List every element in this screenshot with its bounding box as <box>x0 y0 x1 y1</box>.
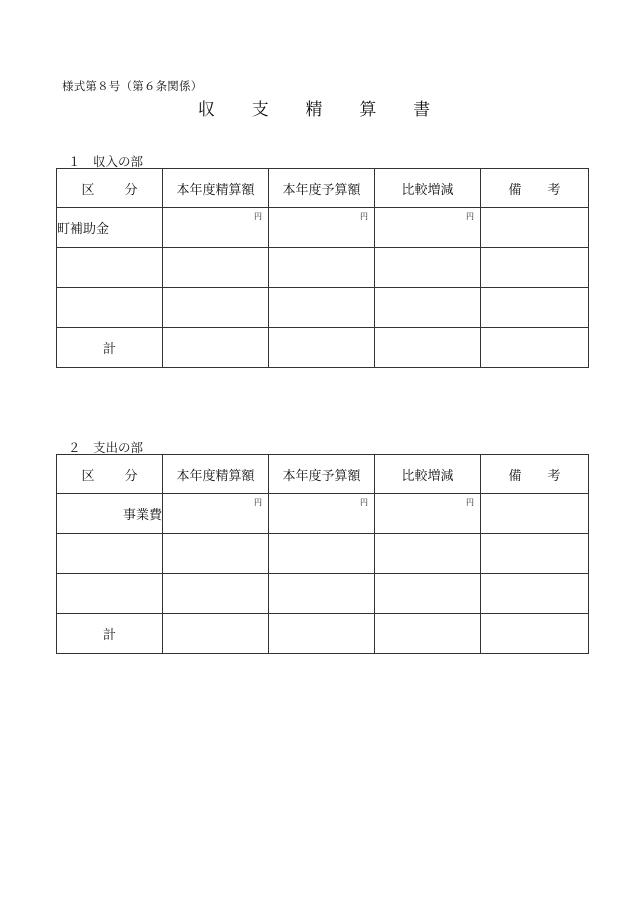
title-char: 支 <box>251 100 271 120</box>
cell-input[interactable] <box>57 248 163 288</box>
col-diff-header: 比較増減 <box>375 455 481 494</box>
col-category-header: 区 分 <box>57 455 163 494</box>
expense-item-label: 事業費 <box>57 494 163 534</box>
cell-input[interactable] <box>481 534 589 574</box>
yen-unit: 円 <box>254 498 262 507</box>
total-row <box>57 614 589 654</box>
col-settled-header: 本年度精算額 <box>163 169 269 208</box>
cell-input[interactable] <box>481 328 589 368</box>
expense-section-heading: ２ 支出の部 <box>68 440 144 455</box>
cell-input[interactable] <box>269 208 375 248</box>
cell-input[interactable] <box>375 614 481 654</box>
table-row <box>57 574 589 614</box>
col-budget-header: 本年度予算額 <box>269 169 375 208</box>
expense-table <box>56 454 589 654</box>
cell-input[interactable] <box>375 208 481 248</box>
cell-input[interactable] <box>375 494 481 534</box>
col-diff-header: 比較増減 <box>375 169 481 208</box>
form-number: 様式第８号（第６条関係） <box>62 79 203 93</box>
cell-input[interactable] <box>269 614 375 654</box>
yen-unit: 円 <box>360 212 368 221</box>
yen-unit: 円 <box>254 212 262 221</box>
col-notes-header: 備 考 <box>481 169 589 208</box>
cell-input[interactable] <box>57 574 163 614</box>
table-row <box>57 248 589 288</box>
income-total-label: 計 <box>57 328 163 368</box>
cell-input[interactable] <box>375 574 481 614</box>
col-notes-header: 備 考 <box>481 455 589 494</box>
cell-input[interactable] <box>163 248 269 288</box>
cell-input[interactable] <box>481 614 589 654</box>
cell-input[interactable] <box>163 534 269 574</box>
cell-input[interactable] <box>481 494 589 534</box>
cell-input[interactable] <box>481 248 589 288</box>
table-row <box>57 494 589 534</box>
cell-input[interactable] <box>269 248 375 288</box>
title-char: 収 <box>197 100 217 120</box>
title-char: 算 <box>359 100 379 120</box>
cell-input[interactable] <box>163 494 269 534</box>
page-title <box>0 95 630 120</box>
cell-input[interactable] <box>481 208 589 248</box>
title-char: 精 <box>305 100 325 120</box>
cell-input[interactable] <box>57 534 163 574</box>
income-item-label: 町補助金 <box>57 208 163 248</box>
cell-input[interactable] <box>163 574 269 614</box>
cell-input[interactable] <box>269 494 375 534</box>
cell-input[interactable] <box>57 288 163 328</box>
cell-input[interactable] <box>481 288 589 328</box>
income-table <box>56 168 589 368</box>
header-row <box>57 169 589 208</box>
cell-input[interactable] <box>163 208 269 248</box>
cell-input[interactable] <box>163 614 269 654</box>
table-row <box>57 534 589 574</box>
table-row <box>57 208 589 248</box>
cell-input[interactable] <box>375 534 481 574</box>
yen-unit: 円 <box>466 498 474 507</box>
yen-unit: 円 <box>466 212 474 221</box>
cell-input[interactable] <box>269 534 375 574</box>
header-row <box>57 455 589 494</box>
cell-input[interactable] <box>163 328 269 368</box>
table-row <box>57 288 589 328</box>
col-category-header: 区 分 <box>57 169 163 208</box>
income-section-heading: １ 収入の部 <box>68 154 144 169</box>
col-settled-header: 本年度精算額 <box>163 455 269 494</box>
cell-input[interactable] <box>269 328 375 368</box>
cell-input[interactable] <box>269 574 375 614</box>
expense-total-label: 計 <box>57 614 163 654</box>
cell-input[interactable] <box>375 248 481 288</box>
title-char: 書 <box>413 100 433 120</box>
cell-input[interactable] <box>375 328 481 368</box>
cell-input[interactable] <box>163 288 269 328</box>
yen-unit: 円 <box>360 498 368 507</box>
cell-input[interactable] <box>375 288 481 328</box>
cell-input[interactable] <box>481 574 589 614</box>
cell-input[interactable] <box>269 288 375 328</box>
total-row <box>57 328 589 368</box>
col-budget-header: 本年度予算額 <box>269 455 375 494</box>
